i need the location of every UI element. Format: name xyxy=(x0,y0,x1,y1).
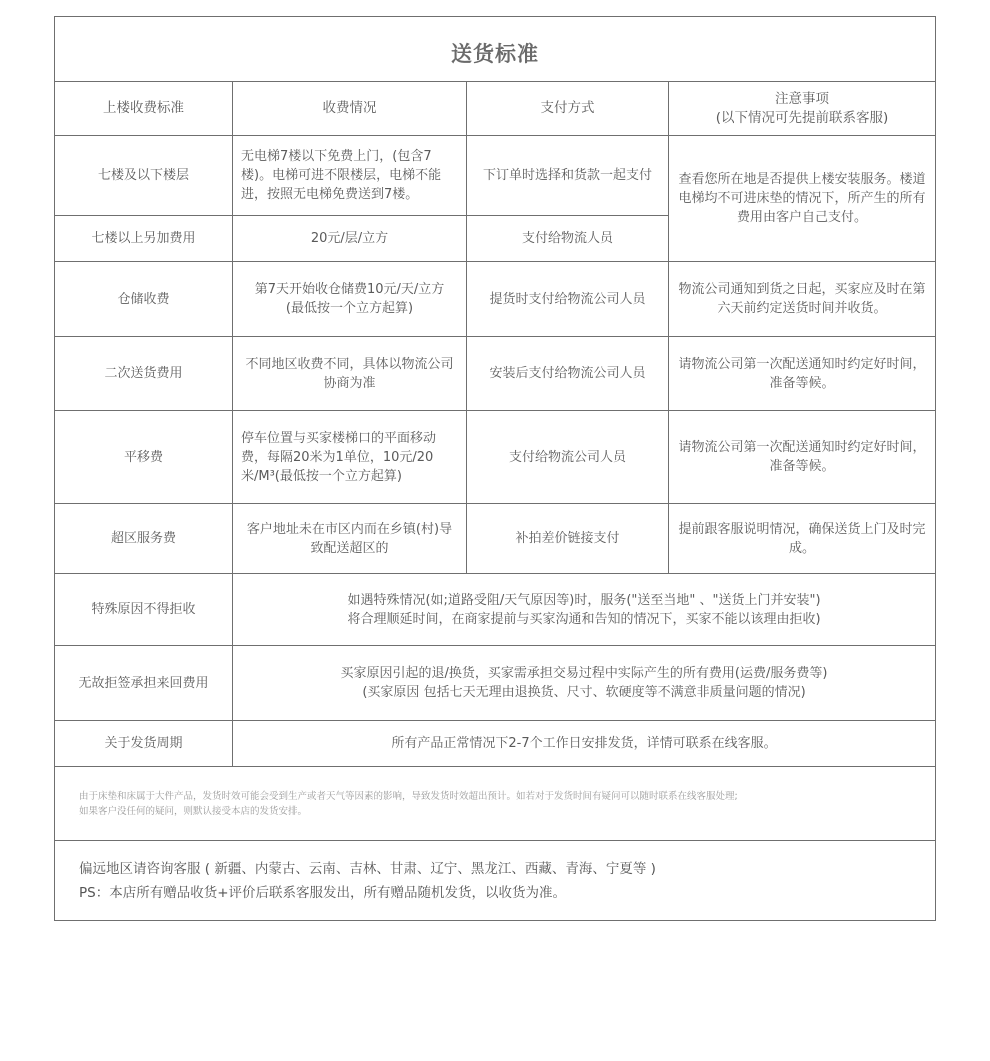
row-payment: 补拍差价链接支付 xyxy=(467,504,669,574)
header-fee: 收费情况 xyxy=(233,82,467,136)
row-payment: 支付给物流公司人员 xyxy=(467,411,669,504)
table-title: 送货标准 xyxy=(55,17,936,82)
table-row xyxy=(55,411,936,504)
row-fee: 不同地区收费不同，具体以物流公司协商为准 xyxy=(233,337,467,411)
table-row xyxy=(55,504,936,574)
table-row xyxy=(55,574,936,646)
row-note: 提前跟客服说明情况，确保送货上门及时完成。 xyxy=(669,504,936,574)
header-row xyxy=(55,82,936,136)
row-note: 查看您所在地是否提供上楼安装服务。楼道电梯均不可进床垫的情况下，所产生的所有费用由客户自己支付。 xyxy=(669,136,936,262)
footer-row xyxy=(55,841,936,921)
note-row xyxy=(55,767,936,841)
row-label: 平移费 xyxy=(55,411,233,504)
row-label: 特殊原因不得拒收 xyxy=(55,574,233,646)
row-text-line: 将合理顺延时间，在商家提前与买家沟通和告知的情况下，买家不能以该理由拒收) xyxy=(347,611,821,627)
row-merged-content: 所有产品正常情况下2-7个工作日安排发货，详情可联系在线客服。 xyxy=(233,721,936,767)
row-payment: 支付给物流人员 xyxy=(467,216,669,262)
row-payment: 安装后支付给物流公司人员 xyxy=(467,337,669,411)
delivery-standard-sheet xyxy=(54,16,935,921)
row-label: 七楼及以下楼层 xyxy=(55,136,233,216)
shipping-note xyxy=(55,767,936,841)
delivery-standard-table xyxy=(54,16,936,921)
header-notes xyxy=(669,82,936,136)
row-note: 请物流公司第一次配送通知时约定好时间，准备等候。 xyxy=(669,337,936,411)
row-label: 二次送货费用 xyxy=(55,337,233,411)
header-notes-title: 注意事项 xyxy=(775,90,829,107)
row-payment: 下订单时选择和货款一起支付 xyxy=(467,136,669,216)
header-payment: 支付方式 xyxy=(467,82,669,136)
table-row xyxy=(55,136,936,216)
gift-notice: PS：本店所有赠品收货+评价后联系客服发出，所有赠品随机发货，以收货为准。 xyxy=(79,884,567,901)
row-note: 请物流公司第一次配送通知时约定好时间，准备等候。 xyxy=(669,411,936,504)
table-row xyxy=(55,262,936,337)
header-floor-standard: 上楼收费标准 xyxy=(55,82,233,136)
row-label: 无故拒签承担来回费用 xyxy=(55,646,233,721)
table-row xyxy=(55,721,936,767)
footer-notice xyxy=(55,841,936,921)
shipping-note-line: 由于床垫和床属于大件产品，发货时效可能会受到生产或者天气等因素的影响，导致发货时效超出预计。如若对于发货时间有疑问可以随时联系在线客服处理; xyxy=(79,790,738,802)
shipping-note-line: 如果客户没任何的疑问，则默认接受本店的发货安排。 xyxy=(79,805,308,817)
header-notes-subtitle: (以下情况可先提前联系客服) xyxy=(715,109,889,126)
row-payment: 提货时支付给物流公司人员 xyxy=(467,262,669,337)
row-merged-content xyxy=(233,574,936,646)
row-fee-line: 第7天开始收仓储费10元/天/立方 xyxy=(254,282,445,297)
row-fee-line: (最低按一个立方起算) xyxy=(285,301,414,316)
row-fee: 20元/层/立方 xyxy=(233,216,467,262)
row-text-line: 如遇特殊情况(如;道路受阻/天气原因等)时，服务("送至当地" 、"送货上门并安装") xyxy=(347,592,821,608)
row-text-line: 买家原因引起的退/换货，买家需承担交易过程中实际产生的所有费用(运费/服务费等) xyxy=(340,666,828,681)
row-fee: 无电梯7楼以下免费上门，(包含7楼)。电梯可进不限楼层，电梯不能进，按照无电梯免费送到7楼。 xyxy=(233,136,467,216)
row-fee: 停车位置与买家楼梯口的平面移动费，每隔20米为1单位，10元/20米/M³(最低按一个立方起算) xyxy=(233,411,467,504)
row-label: 关于发货周期 xyxy=(55,721,233,767)
row-fee: 客户地址未在市区内而在乡镇(村)导致配送超区的 xyxy=(233,504,467,574)
table-row xyxy=(55,646,936,721)
row-label: 七楼以上另加费用 xyxy=(55,216,233,262)
row-label: 超区服务费 xyxy=(55,504,233,574)
table-row xyxy=(55,337,936,411)
row-merged-content xyxy=(233,646,936,721)
row-note: 物流公司通知到货之日起，买家应及时在第六天前约定送货时间并收货。 xyxy=(669,262,936,337)
remote-area-notice: 偏远地区请咨询客服 ( 新疆、内蒙古、云南、吉林、甘肃、辽宁、黑龙江、西藏、青海、宁夏等 ) xyxy=(79,860,656,877)
row-label: 仓储收费 xyxy=(55,262,233,337)
row-fee xyxy=(233,262,467,337)
row-text-line: (买家原因 包括七天无理由退换货、尺寸、软硬度等不满意非质量问题的情况) xyxy=(362,685,806,700)
